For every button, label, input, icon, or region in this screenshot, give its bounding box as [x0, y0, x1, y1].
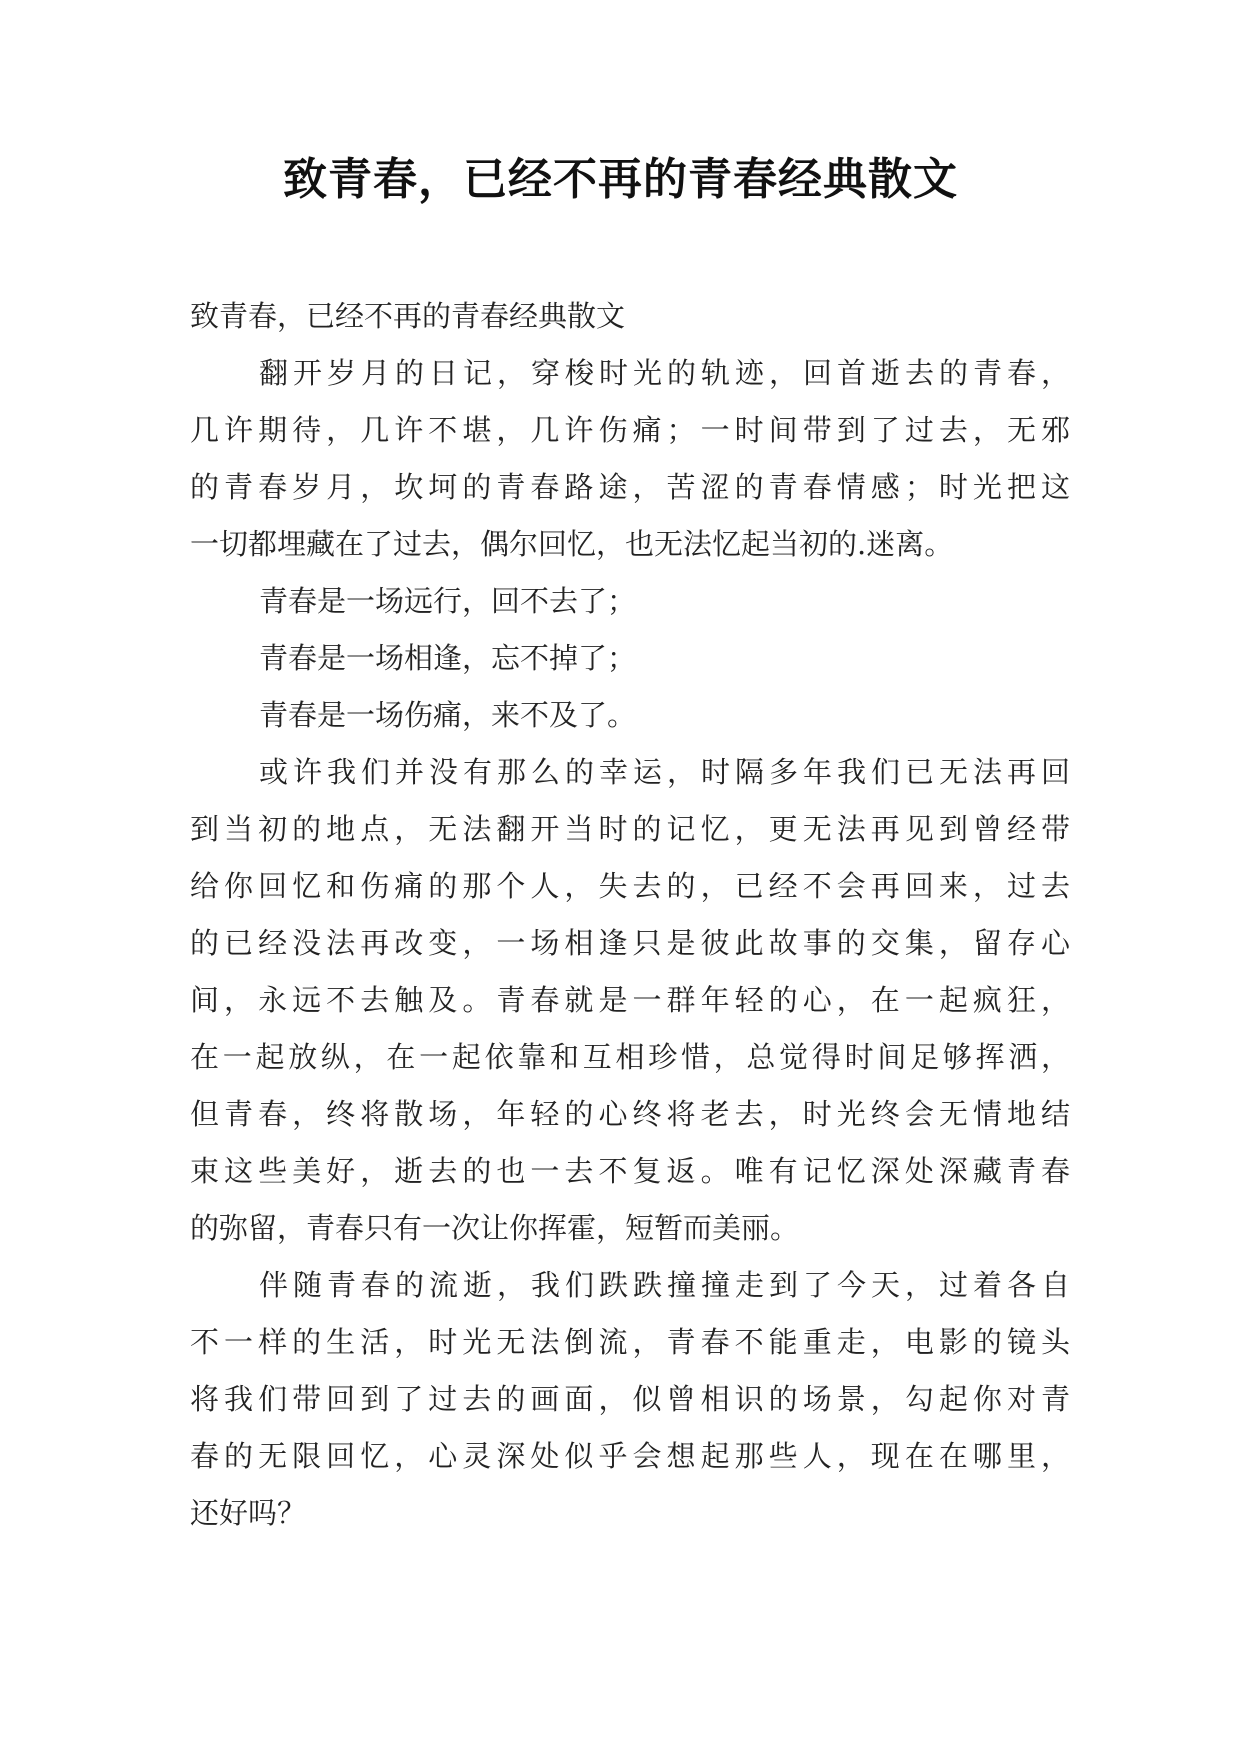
body-text-line: 伴随青春的流逝，我们跌跌撞撞走到了今天，过着各自	[259, 1268, 1070, 1302]
body-text-line: 青春是一场远行，回不去了；	[259, 584, 637, 618]
body-text-line: 的青春岁月，坎坷的青春路途，苦涩的青春情感；时光把这	[190, 470, 1070, 504]
body-text-line: 青春是一场相逢，忘不掉了；	[259, 641, 637, 675]
document-body	[190, 288, 1070, 1542]
body-text-line: 还好吗？	[190, 1496, 307, 1530]
body-text-line: 青春是一场伤痛，来不及了。	[259, 698, 637, 732]
document-title: 致青春，已经不再的青春经典散文	[283, 154, 958, 205]
body-text-line: 但青春，终将散场，年轻的心终将老去，时光终会无情地结	[190, 1097, 1070, 1131]
body-text-line: 翻开岁月的日记，穿梭时光的轨迹，回首逝去的青春，	[259, 356, 1070, 390]
body-text-line: 在一起放纵，在一起依靠和互相珍惜，总觉得时间足够挥洒，	[190, 1040, 1070, 1074]
body-text-line: 或许我们并没有那么的幸运，时隔多年我们已无法再回	[259, 755, 1070, 789]
body-text-line: 给你回忆和伤痛的那个人，失去的，已经不会再回来，过去	[190, 869, 1070, 903]
body-text-line: 束这些美好，逝去的也一去不复返。唯有记忆深处深藏青春	[190, 1154, 1070, 1188]
body-text-line: 春的无限回忆，心灵深处似乎会想起那些人，现在在哪里，	[190, 1439, 1070, 1473]
body-text-line: 一切都埋藏在了过去，偶尔回忆，也无法忆起当初的.迷离。	[190, 527, 954, 561]
body-text-line: 不一样的生活，时光无法倒流，青春不能重走，电影的镜头	[190, 1325, 1070, 1359]
body-text-line: 将我们带回到了过去的画面，似曾相识的场景，勾起你对青	[190, 1382, 1070, 1416]
body-text-line: 的弥留，青春只有一次让你挥霍，短暂而美丽。	[190, 1211, 800, 1245]
body-text-line: 的已经没法再改变，一场相逢只是彼此故事的交集，留存心	[190, 926, 1070, 960]
body-text-line: 间，永远不去触及。青春就是一群年轻的心，在一起疯狂，	[190, 983, 1070, 1017]
body-text-line: 几许期待，几许不堪，几许伤痛；一时间带到了过去，无邪	[190, 413, 1070, 447]
body-text-line: 致青春，已经不再的青春经典散文	[190, 299, 626, 333]
body-text-line: 到当初的地点，无法翻开当时的记忆，更无法再见到曾经带	[190, 812, 1070, 846]
